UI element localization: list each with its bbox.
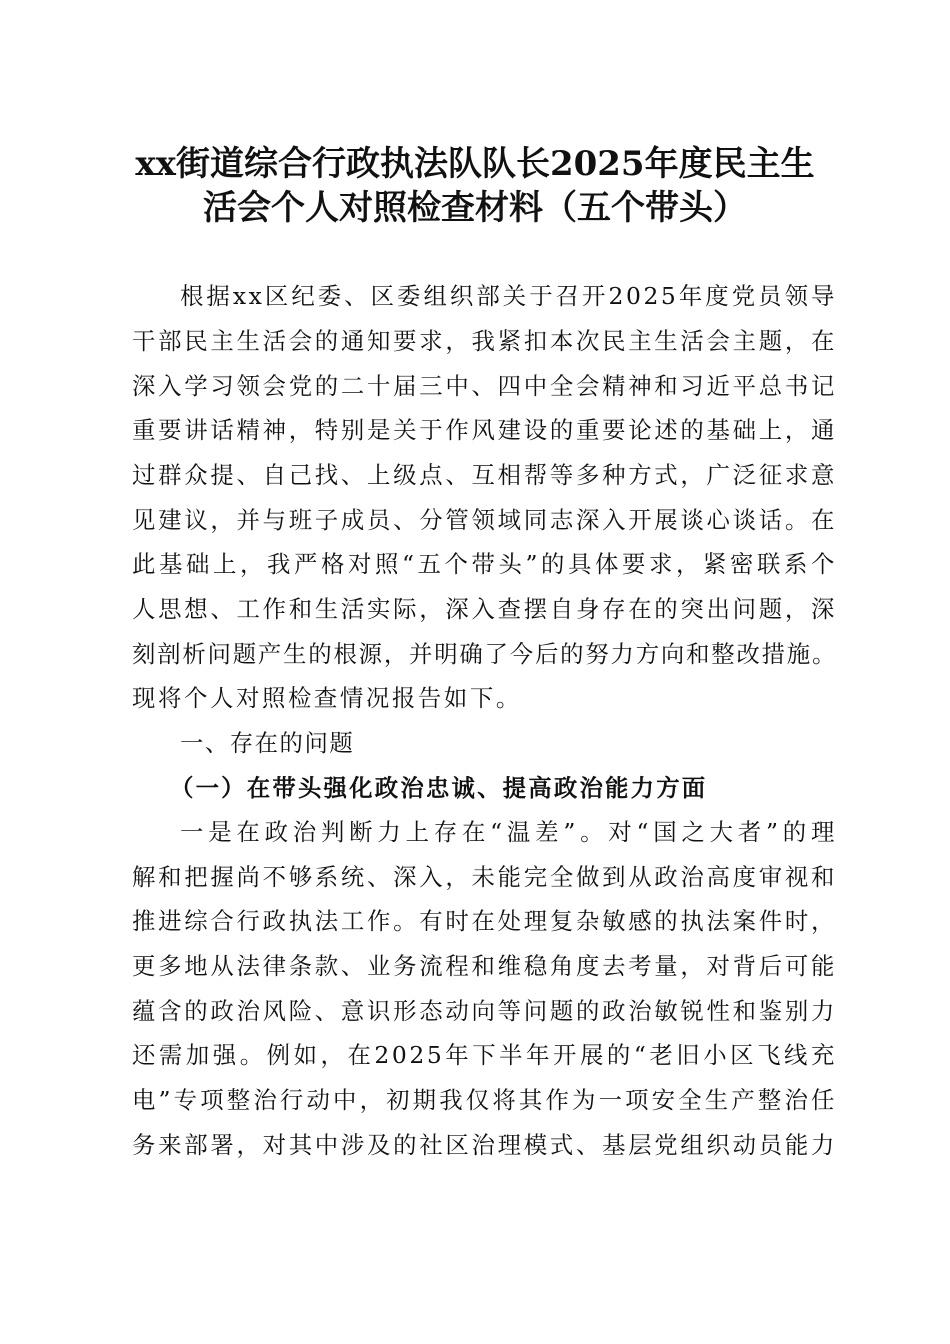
document-title-line-1: xx街道综合行政执法队队长2025年度民主生 [135, 144, 815, 184]
intro-line: 刻剖析问题产生的根源，并明确了今后的努力方向和整改措施。 [132, 640, 837, 668]
point-line: 电”专项整治行动中，初期我仅将其作为一项安全生产整治任 [132, 1086, 837, 1114]
intro-line: 见建议，并与班子成员、分管领域同志深入开展谈心谈话。在 [132, 506, 837, 534]
intro-line: 现将个人对照检查情况报告如下。 [132, 684, 522, 712]
intro-line: 此基础上，我严格对照“五个带头”的具体要求，紧密联系个 [132, 550, 837, 578]
point-line: 还需加强。例如，在2025年下半年开展的“老旧小区飞线充 [132, 1041, 837, 1069]
point-line: 解和把握尚不够系统、深入，未能完全做到从政治高度审视和 [132, 863, 837, 891]
point-line: 更多地从法律条款、业务流程和维稳角度去考量，对背后可能 [132, 952, 837, 980]
intro-line: 干部民主生活会的通知要求，我紧扣本次民主生活会主题，在 [132, 327, 837, 355]
point-line: 蕴含的政治风险、意识形态动向等问题的政治敏锐性和鉴别力 [132, 997, 837, 1025]
intro-line: 根据xx区纪委、区委组织部关于召开2025年度党员领导 [180, 282, 837, 310]
intro-line: 过群众提、自己找、上级点、互相帮等多种方式，广泛征求意 [132, 461, 837, 489]
intro-line: 深入学习领会党的二十届三中、四中全会精神和习近平总书记 [132, 372, 837, 400]
document-title-line-2: 活会个人对照检查材料（五个带头） [203, 188, 747, 228]
point-line: 务来部署，对其中涉及的社区治理模式、基层党组织动员能力 [132, 1131, 837, 1159]
intro-line: 重要讲话精神，特别是关于作风建设的重要论述的基础上，通 [132, 416, 837, 444]
subsection-heading-political-loyalty: （一）在带头强化政治忠诚、提高政治能力方面 [170, 774, 708, 802]
point-line: 一是在政治判断力上存在“温差”。对“国之大者”的理 [180, 818, 837, 846]
intro-line: 人思想、工作和生活实际，深入查摆自身存在的突出问题，深 [132, 595, 837, 623]
point-line: 推进综合行政执法工作。有时在处理复杂敏感的执法案件时， [132, 907, 837, 935]
section-heading-problems: 一、存在的问题 [180, 729, 355, 757]
